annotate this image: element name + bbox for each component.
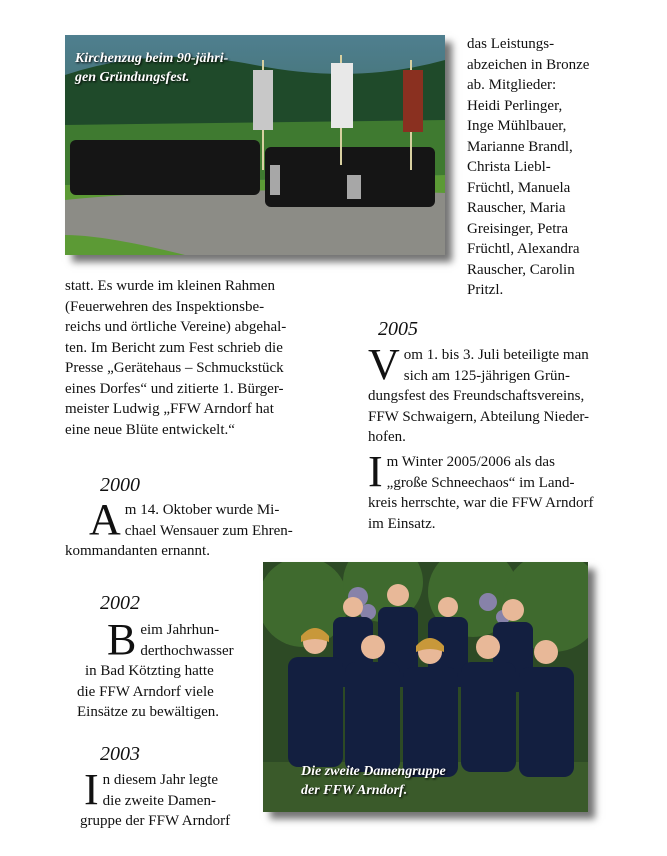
year-heading-2000: 2000 bbox=[100, 474, 140, 496]
text-line: Einsätze zu bewältigen. bbox=[77, 704, 220, 720]
text-line: sich am 125-jährigen Grün- bbox=[403, 367, 570, 384]
drop-cap: V bbox=[368, 340, 400, 389]
drop-cap: B bbox=[107, 615, 137, 664]
drop-cap: I bbox=[84, 765, 99, 814]
text-line: „große Schneechaos“ im Land- bbox=[386, 474, 575, 491]
caption-line: Kirchenzug beim 90-jähri- bbox=[75, 51, 229, 66]
text-line: im Einsatz. bbox=[368, 515, 436, 532]
photo-womens-group bbox=[263, 562, 588, 812]
text-line: dungsfest des Freundschaftsvereins, bbox=[368, 388, 585, 404]
caption-line: Die zweite Damengruppe bbox=[301, 764, 446, 779]
drop-cap: I bbox=[368, 447, 383, 496]
members-text bbox=[467, 34, 657, 301]
section-2000 bbox=[65, 495, 335, 562]
text-line: hofen. bbox=[368, 429, 406, 445]
text-line: Früchtl, Alexandra bbox=[467, 241, 580, 257]
text-line: reichs und örtliche Vereine) abgehal- bbox=[65, 319, 287, 335]
text-line: Greisinger, Petra bbox=[467, 220, 569, 237]
text-line: kreis herrschte, war die FFW Arndorf bbox=[368, 495, 594, 511]
text-line: Christa Liebl- bbox=[467, 159, 551, 175]
text-line: Rauscher, Carolin bbox=[467, 261, 575, 278]
text-line: das Leistungs- bbox=[467, 36, 555, 52]
text-line: die FFW Arndorf viele bbox=[77, 683, 214, 700]
text-line: Früchtl, Manuela bbox=[467, 179, 571, 196]
text-line: m 14. Oktober wurde Mi- bbox=[124, 502, 280, 518]
caption-line: der FFW Arndorf. bbox=[301, 783, 408, 798]
text-line: m Winter 2005/2006 als das bbox=[386, 454, 555, 470]
text-line: eim Jahrhun- bbox=[140, 622, 220, 638]
year-heading-2002: 2002 bbox=[100, 592, 140, 614]
section-2005-para1 bbox=[368, 340, 608, 448]
text-line: meister Ludwig „FFW Arndorf hat bbox=[65, 401, 274, 417]
text-line: Presse „Gerätehaus – Schmuckstück bbox=[65, 360, 284, 376]
photo-caption bbox=[301, 762, 446, 800]
section-2002 bbox=[77, 615, 255, 723]
text-line: in Bad Kötzting hatte bbox=[85, 663, 214, 679]
text-line: Inge Mühlbauer, bbox=[467, 118, 567, 134]
text-line: ten. Im Bericht zum Fest schrieb die bbox=[65, 339, 283, 356]
text-line: die zweite Damen- bbox=[102, 792, 216, 809]
text-line: derthochwasser bbox=[140, 642, 234, 659]
text-line: Pritzl. bbox=[467, 282, 504, 298]
year-heading-2003: 2003 bbox=[100, 743, 140, 765]
text-line: ab. Mitglieder: bbox=[467, 77, 557, 93]
photo-caption bbox=[75, 49, 228, 87]
text-line: (Feuerwehren des Inspektionsbe- bbox=[65, 298, 265, 315]
text-line: eine neue Blüte entwickelt.“ bbox=[65, 421, 235, 438]
text-line: kommandanten ernannt. bbox=[65, 543, 210, 559]
text-line: FFW Schwaigern, Abteilung Nieder- bbox=[368, 408, 590, 425]
text-line: om 1. bis 3. Juli beteiligte man bbox=[403, 347, 589, 363]
text-line: gruppe der FFW Arndorf bbox=[80, 813, 231, 829]
festival-paragraph bbox=[65, 276, 345, 440]
text-line: abzeichen in Bronze bbox=[467, 56, 590, 73]
section-2005-para2 bbox=[368, 447, 608, 534]
photo-procession bbox=[65, 35, 445, 255]
drop-cap: A bbox=[89, 495, 121, 544]
text-line: chael Wensauer zum Ehren- bbox=[124, 522, 293, 539]
text-line: statt. Es wurde im kleinen Rahmen bbox=[65, 278, 275, 294]
section-2003 bbox=[80, 765, 255, 832]
text-line: Rauscher, Maria bbox=[467, 200, 566, 216]
text-line: n diesem Jahr legte bbox=[102, 772, 219, 788]
caption-line: gen Gründungsfest. bbox=[75, 70, 190, 85]
year-heading-2005: 2005 bbox=[378, 318, 418, 340]
text-line: eines Dorfes“ und zitierte 1. Bürger- bbox=[65, 380, 284, 397]
text-line: Heidi Perlinger, bbox=[467, 97, 563, 114]
text-line: Marianne Brandl, bbox=[467, 138, 573, 155]
